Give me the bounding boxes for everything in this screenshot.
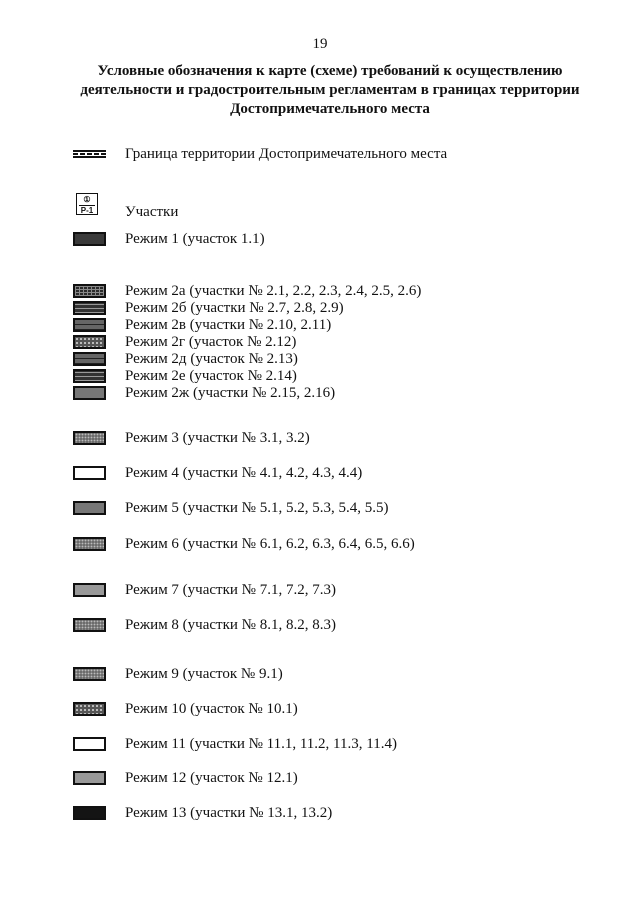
light-fill-swatch-icon — [73, 583, 106, 597]
speckle-fill-swatch-icon — [73, 431, 106, 445]
parcel-marker-icon — [76, 193, 98, 215]
legend-item-mode-8 — [0, 616, 640, 634]
speckle-fill-swatch-icon — [73, 667, 106, 681]
page-title — [60, 62, 600, 119]
legend-item-mode-12 — [0, 769, 640, 787]
parcel-marker-bottom: Р-1 — [80, 206, 94, 215]
legend-item-mode-1 — [0, 230, 640, 248]
legend-label: Режим 8 (участки № 8.1, 8.2, 8.3) — [125, 617, 336, 633]
legend-label: Режим 13 (участки № 13.1, 13.2) — [125, 805, 333, 821]
white-fill-swatch-icon — [73, 466, 106, 480]
hatch-fill-swatch-icon — [73, 369, 106, 383]
legend-label: Режим 10 (участок № 10.1) — [125, 701, 298, 717]
legend-item-mode-5 — [0, 499, 640, 517]
dark-fill-swatch-icon — [73, 232, 106, 246]
legend-item-mode-4 — [0, 464, 640, 482]
legend-item-mode-13 — [0, 804, 640, 822]
gray-fill-swatch-icon — [73, 501, 106, 515]
legend-label: Режим 2в (участки № 2.10, 2.11) — [125, 317, 332, 333]
legend-item-boundary — [0, 145, 640, 163]
legend-label: Режим 1 (участок 1.1) — [125, 231, 265, 247]
legend-label: Режим 2е (участок № 2.14) — [125, 368, 297, 384]
legend-item-mode-2d — [0, 350, 640, 368]
legend-label: Режим 12 (участок № 12.1) — [125, 770, 298, 786]
parcel-marker-top: ① — [83, 195, 91, 204]
legend-label: Режим 11 (участки № 11.1, 11.2, 11.3, 11.4) — [125, 736, 397, 752]
legend-item-mode-2e — [0, 367, 640, 385]
legend-label: Граница территории Достопримечательного места — [125, 146, 448, 162]
title-line: Достопримечательного места — [230, 101, 430, 117]
legend-item-parcels — [0, 195, 640, 221]
legend-item-mode-2g — [0, 333, 640, 351]
hatch-fill-swatch-icon — [73, 301, 106, 315]
legend-item-mode-2b — [0, 299, 640, 317]
legend-label: Режим 9 (участок № 9.1) — [125, 666, 283, 682]
legend-item-mode-6 — [0, 535, 640, 553]
legend-label: Режим 3 (участки № 3.1, 3.2) — [125, 430, 310, 446]
legend-item-mode-10 — [0, 700, 640, 718]
legend-label: Режим 2г (участок № 2.12) — [125, 334, 297, 350]
speckle-fill-swatch-icon — [73, 618, 106, 632]
light-fill-swatch-icon — [73, 771, 106, 785]
legend-item-mode-11 — [0, 735, 640, 753]
black-fill-swatch-icon — [73, 806, 106, 820]
title-line: Условные обозначения к карте (схеме) требований к осуществлению — [97, 63, 563, 79]
legend-label: Режим 2а (участки № 2.1, 2.2, 2.3, 2.4, 2.5, 2.6) — [125, 283, 422, 299]
white-fill-swatch-icon — [73, 737, 106, 751]
line-fill-swatch-icon — [73, 352, 106, 366]
dot-fill-swatch-icon — [73, 335, 106, 349]
legend-label: Режим 5 (участки № 5.1, 5.2, 5.3, 5.4, 5.5) — [125, 500, 389, 516]
gray-fill-swatch-icon — [73, 386, 106, 400]
page-number: 19 — [312, 36, 328, 52]
legend-label: Режим 7 (участки № 7.1, 7.2, 7.3) — [125, 582, 336, 598]
boundary-line-icon — [73, 150, 106, 158]
legend-item-mode-9 — [0, 665, 640, 683]
legend-label: Режим 2б (участки № 2.7, 2.8, 2.9) — [125, 300, 344, 316]
legend-item-mode-2v — [0, 316, 640, 334]
legend-item-mode-2zh — [0, 384, 640, 402]
dot-fill-swatch-icon — [73, 702, 106, 716]
title-line: деятельности и градостроительным регламентам в границах территории — [80, 82, 580, 98]
legend-label: Режим 2д (участок № 2.13) — [125, 351, 298, 367]
legend-item-mode-3 — [0, 429, 640, 447]
speckle-fill-swatch-icon — [73, 537, 106, 551]
legend-item-mode-2a — [0, 282, 640, 300]
legend-label: Участки — [125, 204, 179, 220]
legend-label: Режим 6 (участки № 6.1, 6.2, 6.3, 6.4, 6.5, 6.6) — [125, 536, 415, 552]
line-fill-swatch-icon — [73, 318, 106, 332]
legend-item-mode-7 — [0, 581, 640, 599]
grid-fill-swatch-icon — [73, 284, 106, 298]
legend-label: Режим 4 (участки № 4.1, 4.2, 4.3, 4.4) — [125, 465, 363, 481]
legend-label: Режим 2ж (участки № 2.15, 2.16) — [125, 385, 336, 401]
